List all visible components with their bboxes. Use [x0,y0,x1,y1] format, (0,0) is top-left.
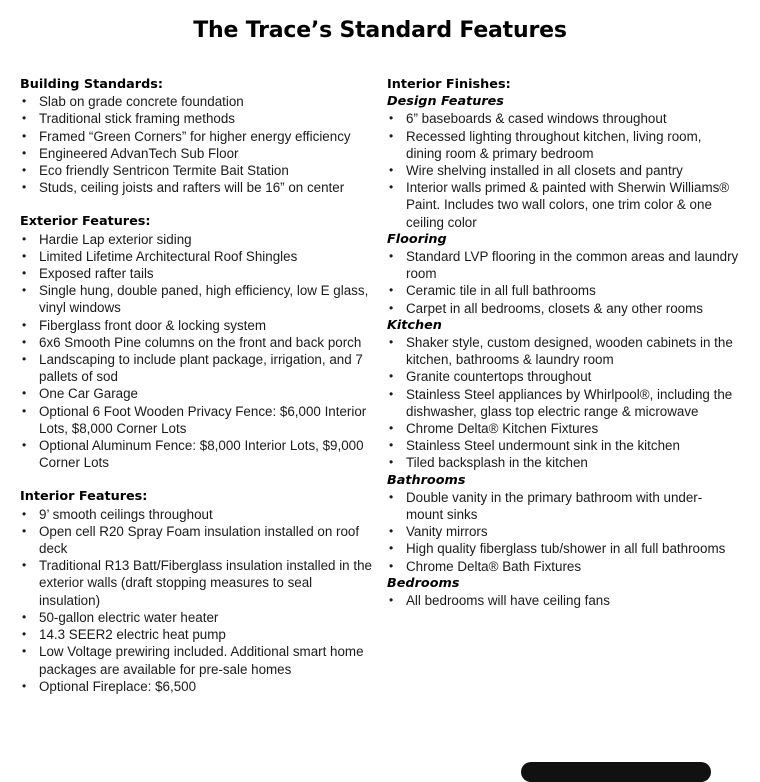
list-item: • Engineered AdvanTech Sub Floor [20,145,372,162]
list-item: • Framed “Green Corners” for higher energy efficiency [20,128,372,145]
flooring-list [387,248,739,317]
list-item: • Optional Fireplace: $6,500 [20,678,372,695]
list-item: • Limited Lifetime Architectural Roof Shingles [20,248,372,265]
list-item: • 9’ smooth ceilings throughout [20,506,372,523]
list-item: • Double vanity in the primary bathroom with under-mount sinks [387,489,739,523]
interior-features-heading: Interior Features: [20,489,148,505]
list-item: • Chrome Delta® Bath Fixtures [387,558,739,575]
bathrooms-heading: Bathrooms [387,472,466,488]
list-item: • Landscaping to include plant package, irrigation, and 7 pallets of sod [20,351,372,385]
list-item: • Stainless Steel undermount sink in the kitchen [387,437,739,454]
list-item: • Carpet in all bedrooms, closets & any other rooms [387,300,739,317]
list-item: • Recessed lighting throughout kitchen, living room, dining room & primary bedroom [387,128,739,162]
list-item: • 14.3 SEER2 electric heat pump [20,626,372,643]
list-item: • Optional Aluminum Fence: $8,000 Interior Lots, $9,000 Corner Lots [20,437,372,471]
list-item: • Eco friendly Sentricon Termite Bait Station [20,162,372,179]
bedrooms-heading: Bedrooms [387,575,460,591]
list-item: • Optional 6 Foot Wooden Privacy Fence: $6,000 Interior Lots, $8,000 Corner Lots [20,403,372,437]
exterior-features-list [20,231,372,472]
list-item: • Granite countertops throughout [387,368,739,385]
list-item: • Wire shelving installed in all closets and pantry [387,162,739,179]
list-item: • One Car Garage [20,385,372,402]
exterior-features-heading: Exterior Features: [20,214,151,230]
section-gap [20,471,372,488]
left-column [20,76,372,695]
building-standards-list [20,93,372,196]
list-item: • 6x6 Smooth Pine columns on the front and back porch [20,334,372,351]
list-item: • Exposed rafter tails [20,265,372,282]
list-item: • Fiberglass front door & locking system [20,317,372,334]
building-standards-heading: Building Standards: [20,77,163,92]
list-item: • Traditional R13 Batt/Fiberglass insulation installed in the exterior walls (draft stopping measures to seal insulation) [20,557,372,609]
list-item: • Open cell R20 Spray Foam insulation installed on roof deck [20,523,372,557]
list-item: • Studs, ceiling joists and rafters will be 16” on center [20,179,372,196]
list-item: • Slab on grade concrete foundation [20,93,372,110]
list-item: • Hardie Lap exterior siding [20,231,372,248]
list-item: • High quality fiberglass tub/shower in all full bathrooms [387,540,739,557]
page-title: The Trace’s Standard Features [193,18,567,43]
list-item: • Low Voltage prewiring included. Additional smart home packages are available for pre-sale homes [20,643,372,677]
kitchen-heading: Kitchen [387,317,442,333]
list-item: • Stainless Steel appliances by Whirlpool®, including the dishwasher, glass top electric range & microwave [387,386,739,420]
list-item: • Chrome Delta® Kitchen Fixtures [387,420,739,437]
list-item: • 6” baseboards & cased windows throughout [387,110,739,127]
flooring-heading: Flooring [387,231,447,247]
list-item: • Tiled backsplash in the kitchen [387,454,739,471]
list-item: • Single hung, double paned, high efficiency, low E glass, vinyl windows [20,282,372,316]
cropped-button-shape [521,762,711,782]
right-column [387,76,739,609]
list-item: • Vanity mirrors [387,523,739,540]
list-item: • 50-gallon electric water heater [20,609,372,626]
bedrooms-list [387,592,739,609]
list-item: • Shaker style, custom designed, wooden cabinets in the kitchen, bathrooms & laundry room [387,334,739,368]
interior-features-list [20,506,372,695]
section-gap [20,196,372,213]
list-item: • Standard LVP flooring in the common areas and laundry room [387,248,739,282]
list-item: • All bedrooms will have ceiling fans [387,592,739,609]
list-item: • Traditional stick framing methods [20,110,372,127]
design-features-heading: Design Features [387,94,504,110]
design-features-list [387,110,739,230]
list-item: • Ceramic tile in all full bathrooms [387,282,739,299]
kitchen-list [387,334,739,472]
list-item: • Interior walls primed & painted with Sherwin Williams® Paint. Includes two wall colors, one trim color & one ceiling color [387,179,739,231]
interior-finishes-heading: Interior Finishes: [387,77,511,92]
bathrooms-list [387,489,739,575]
